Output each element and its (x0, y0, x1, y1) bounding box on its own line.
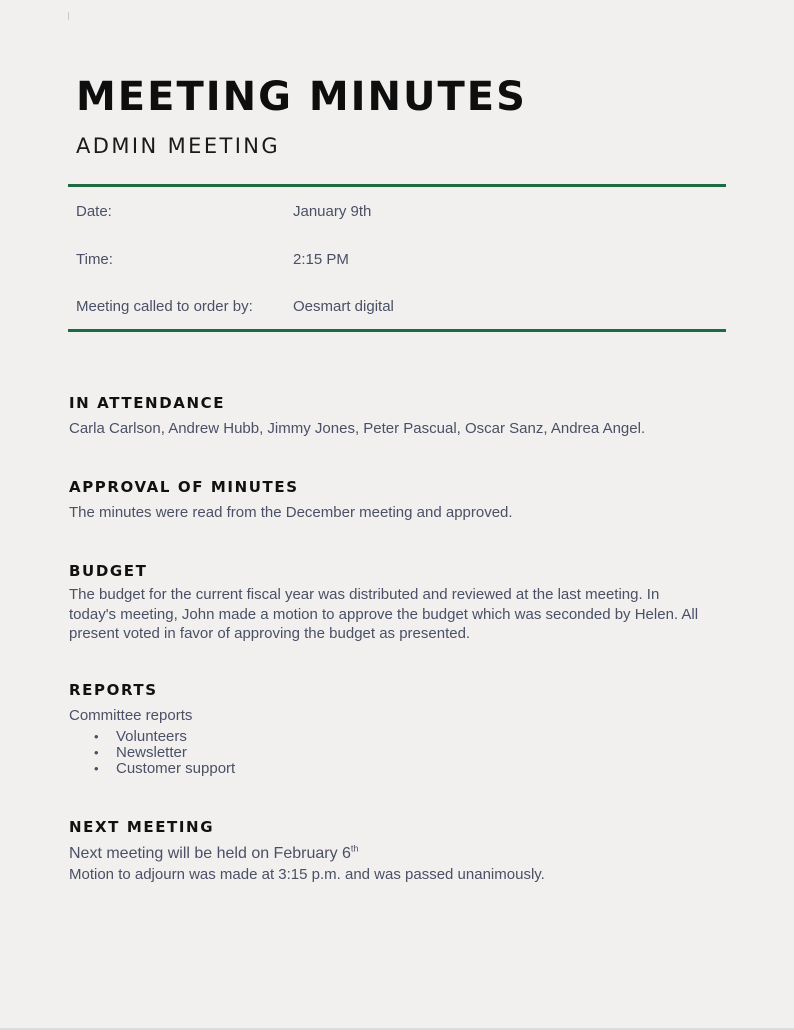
page-corner-mark (68, 12, 69, 20)
list-item (92, 761, 235, 777)
document-title: MEETING MINUTES (76, 74, 527, 120)
reports-list (92, 729, 235, 777)
reports-heading: REPORTS (69, 681, 158, 699)
approval-heading: APPROVAL OF MINUTES (69, 478, 299, 496)
detail-value-time: 2:15 PM (293, 251, 349, 268)
next-meeting-date (69, 845, 358, 863)
detail-value-called-by: Oesmart digital (293, 298, 394, 315)
budget-text: The budget for the current fiscal year was distributed and reviewed at the last meeting. In today's meeting, John made a motion to approve the budget which was seconded by Helen. All present voted in favor of approving the budget as presented. (69, 586, 699, 642)
detail-value-date: January 9th (293, 203, 372, 220)
adjourn-text: Motion to adjourn was made at 3:15 p.m. and was passed unanimously. (69, 866, 545, 883)
reports-intro: Committee reports (69, 707, 193, 724)
list-item (92, 729, 235, 745)
report-item-label: Customer support (116, 760, 236, 777)
detail-label-called-by: Meeting called to order by: (76, 298, 253, 315)
detail-label-time: Time: (76, 251, 113, 268)
budget-heading: BUDGET (69, 562, 148, 580)
attendance-text: Carla Carlson, Andrew Hubb, Jimmy Jones, Peter Pascual, Oscar Sanz, Andrea Angel. (69, 420, 646, 437)
bullet-icon: • (94, 761, 99, 776)
ordinal-superscript: th (350, 843, 359, 854)
detail-label-date: Date: (76, 203, 112, 220)
next-meeting-heading: NEXT MEETING (69, 818, 215, 836)
report-item-label: Volunteers (116, 728, 187, 745)
bullet-icon: • (94, 745, 99, 760)
details-bottom-rule (68, 329, 726, 332)
list-item (92, 745, 235, 761)
attendance-heading: IN ATTENDANCE (69, 394, 226, 412)
detail-row-date (76, 203, 716, 225)
document-subtitle: ADMIN MEETING (76, 134, 281, 158)
bullet-icon: • (94, 729, 99, 744)
next-meeting-date-text: Next meeting will be held on February 6 (69, 845, 351, 862)
detail-row-called-by (76, 298, 716, 320)
approval-text: The minutes were read from the December meeting and approved. (69, 504, 513, 521)
details-top-rule (68, 184, 726, 187)
detail-row-time (76, 251, 716, 273)
report-item-label: Newsletter (116, 744, 187, 761)
